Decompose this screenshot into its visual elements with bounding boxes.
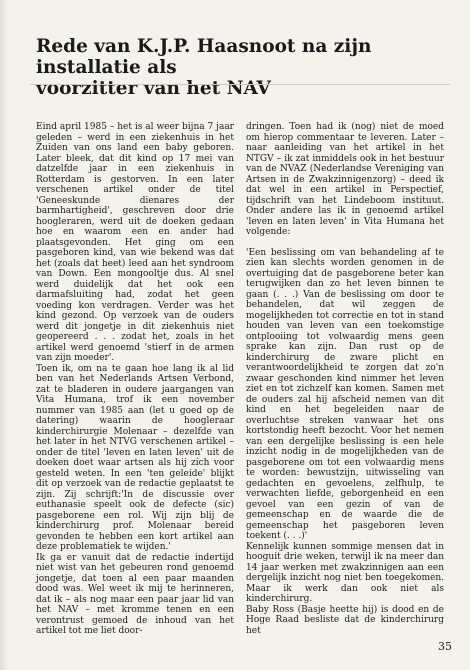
paragraph: Kennelijk kunnen sommige mensen dat in hooguit drie weken, terwijl ik na meer dan 14 jaar werken met zwakzinnigen aan een dergelijk inzicht nog niet ben toegekomen. Maar ik werk dan ook niet als kinderchirurg. <box>246 541 444 604</box>
paragraph: Baby Ross (Basje heette hij) is dood en de Hoge Raad besliste dat de kinderchirurg het <box>246 604 444 636</box>
article-title-line-1: Rede van K.J.P. Haasnoot na zijn installatie als <box>36 36 372 78</box>
paragraph: Ik ga er vanuit dat de redactie indertijd niet wist van het gebeuren rond genoemd jongetje, dat toen al een paar maanden dood was. Wel weet ik mij te herinneren, dat ik – als nog maar een paar jaar lid van het NAV – met kromme tenen en een verontrust gemoed de inhoud van het artikel tot me liet door- <box>36 552 234 636</box>
page-binding-shadow <box>0 0 8 670</box>
page-number: 35 <box>438 640 452 653</box>
title-divider <box>30 84 450 119</box>
paragraph: Eind april 1985 – het is al weer bijna 7 jaar geleden – werd in een ziekenhuis in het Zuiden van ons land een baby geboren. Later bleek, dat dit kind op 17 mei van datzelfde jaar in een ziekenhuis in Rotterdam is gestorven. In een later verschenen artikel onder de titel 'Geneeskunde dienares der barmhartigheid', geschreven door drie hoogleraren, werd uit de doeken gedaan hoe en waarom een en ander had plaatsgevonden. Het ging om een pasgeboren kind, van wie bekend was dat het (zoals dat heet) leed aan het syndroom van Down. Een mongooltje dus. Al snel werd duidelijk dat het ook een darmafsluiting had, zodat het geen voeding kon verdragen. Verder was het kind gezond. Op verzoek van de ouders werd dit jongetje in dit ziekenhuis niet geopereerd . . . zodat het, zoals in het artikel werd genoemd 'stierf in de armen van zijn moeder'. <box>36 122 234 363</box>
paragraph: dringen. Toen had ik (nog) niet de moed om hierop commentaar te leveren. Later – naar aanleiding van het artikel in het NTGV – ik zat inmiddels ook in het bestuur van de NVAZ (Nederlandse Vereniging van Artsen in de Zwakzinnigenzorg) – deed ik dat wel in een artikel in Perspectief, tijdschrift van het Lindeboom instituut. Onder andere las ik in genoemd artikel 'leven en laten leven' in Vita Humana het volgende: <box>246 122 444 237</box>
quoted-paragraph: 'Een beslissing om van behandeling af te zien kan slechts worden genomen in de overtuiging dat de pasgeborene beter kan terugwijken dan zo het leven binnen te gaan (. . .) Van de beslissing om door te behandelen, dat wil zeggen de mogelijkheden tot correctie en tot in stand houden van leven van een toekomstige ontplooiing tot volwaardig mens geen sprake kan zijn. Dan rust op de kinderchirurg de zware plicht en verantwoordelijkheid te zorgen dat zo'n zwaar geschonden kind nimmer het leven ziet en tot zichzelf kan komen. Samen met de ouders zal hij afscheid nemen van dit kind en het begeleiden naar de overluchtse streken vanwaar het ons kortstondig heeft bezocht. Voor het nemen van een dergelijke beslissing is een hele inzicht nodig in de mogelijkheden van de pasgeborene om tot een volwaardig mens te worden: bewustzijn, uitwisseling van gedachten en gevoelens, zelfhulp, te verwachten liefde, geborgenheid en een gevoel van een gezin of van de gemeenschap en de waarde die de gemeenschap het pasgeboren leven toekent (. . .)' <box>246 247 444 541</box>
left-column <box>36 122 234 637</box>
right-column <box>246 122 444 636</box>
paragraph: Toen ik, om na te gaan hoe lang ik al lid ben van het Nederlands Artsen Verbond, zat te bladeren in oudere jaargangen van Vita Humana, trof ik een november nummer van 1985 aan (let u goed op de datering) waarin de hoogleraar kinderchirurgie Molenaar – dezelfde van het later in het NTVG verschenen artikel – onder de titel 'leven en laten leven' uit de doeken doet waar artsen als hij zich voor gesteld weten. In een 'ten geleide' blijkt dit op verzoek van de redactie geplaatst te zijn. Zij schrijft:'In de discussie over euthanasie speelt ook de defecte (sic) pasgeborene een rol. Wij zijn blij de kinderchirurg prof. Molenaar bereid gevonden te hebben een kort artikel aan deze problematiek te wijden.' <box>36 363 234 552</box>
article-title-line-2: voorzitter van het NAV <box>36 78 271 99</box>
